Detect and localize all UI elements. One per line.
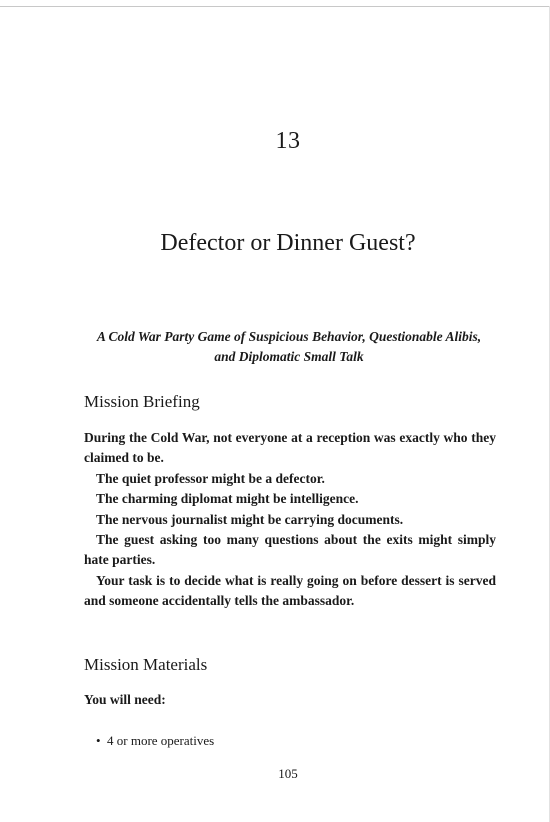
page-top-edge: [0, 6, 550, 7]
briefing-paragraph: Your task is to decide what is really going on before dessert is served and someone accidentally tells the ambassador.: [84, 572, 496, 609]
subtitle-line-2: and Diplomatic Small Talk: [214, 349, 364, 364]
chapter-subtitle: [84, 327, 494, 367]
briefing-paragraph: During the Cold War, not everyone at a reception was exactly who they claimed to be.: [84, 430, 496, 466]
chapter-title: Defector or Dinner Guest?: [160, 230, 416, 256]
briefing-paragraph: The guest asking too many questions about the exits might simply hate parties.: [84, 532, 496, 568]
briefing-paragraph: The nervous journalist might be carrying documents.: [96, 511, 404, 527]
section-heading-mission-briefing: Mission Briefing: [84, 392, 200, 411]
bullet-icon: •: [96, 733, 101, 748]
section-heading-mission-materials: Mission Materials: [84, 655, 208, 674]
mission-briefing-text: [84, 428, 496, 612]
materials-need-label: You will need:: [84, 692, 166, 707]
subtitle-line-1: A Cold War Party Game of Suspicious Behavior, Questionable Alibis,: [96, 329, 482, 344]
list-item: [96, 733, 214, 749]
list-item-text: 4 or more operatives: [107, 733, 215, 748]
briefing-paragraph: The charming diplomat might be intelligence.: [96, 491, 359, 507]
briefing-paragraph: The quiet professor might be a defector.: [96, 470, 325, 486]
materials-list: [96, 733, 214, 749]
page-number: 105: [278, 766, 298, 781]
chapter-number: 13: [275, 128, 301, 154]
